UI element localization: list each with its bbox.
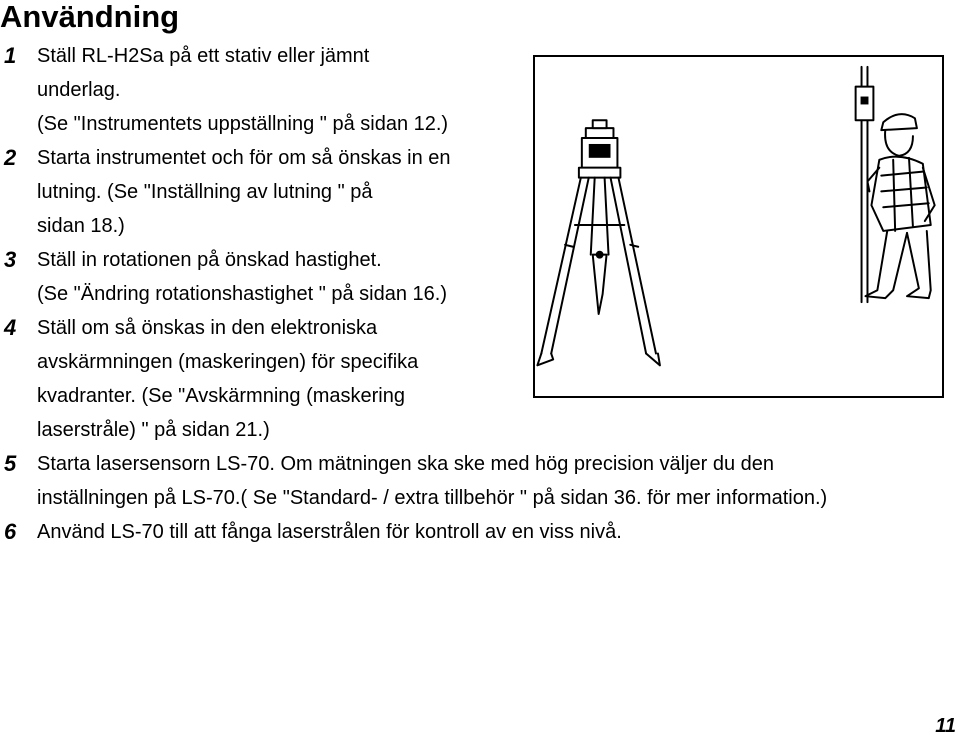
step-text: [37, 141, 451, 243]
step-line: Starta instrumentet och för om så önskas in en: [37, 147, 451, 169]
page-number: 11: [935, 715, 956, 737]
step-line: Starta lasersensorn LS-70. Om mätningen ska ske med hög precision väljer du den: [37, 453, 775, 475]
step-1: [0, 39, 448, 141]
step-line: laserstråle) " på sidan 21.): [37, 419, 270, 441]
step-line: avskärmningen (maskeringen) för specifika: [37, 351, 419, 373]
step-line: sidan 18.): [37, 215, 125, 237]
worker-icon: [866, 114, 935, 298]
step-text: [37, 243, 447, 311]
step-line: (Se "Ändring rotationshastighet " på sidan 16.): [37, 283, 447, 305]
step-text: [37, 311, 418, 447]
illustration-frame: [533, 55, 944, 398]
step-number: 3: [4, 247, 17, 272]
step-line: Ställ RL-H2Sa på ett stativ eller jämnt: [37, 45, 370, 67]
tripod-icon: [537, 178, 660, 366]
step-text: [37, 515, 622, 549]
step-line: kvadranter. (Se "Avskärmning (maskering: [37, 385, 405, 407]
step-line: lutning. (Se "Inställning av lutning " på: [37, 181, 373, 203]
step-number: 4: [4, 315, 17, 340]
step-line: Ställ om så önskas in den elektroniska: [37, 317, 378, 339]
step-text: [37, 39, 448, 141]
step-line: underlag.: [37, 79, 121, 101]
step-5: [0, 447, 827, 515]
step-line: (Se "Instrumentets uppställning " på sidan 12.): [37, 113, 449, 135]
step-4: [0, 311, 418, 447]
step-6: [0, 515, 622, 549]
step-number: 2: [4, 145, 17, 170]
step-number: 6: [4, 519, 17, 544]
step-line: Använd LS-70 till att fånga laserstrålen för kontroll av en viss nivå.: [37, 521, 622, 543]
step-number: 1: [4, 43, 17, 68]
measuring-staff-icon: [856, 67, 874, 302]
section-title: Användning: [0, 0, 180, 34]
tripod-and-worker-illustration: [535, 57, 942, 396]
step-3: [0, 243, 447, 311]
step-number: 5: [4, 451, 17, 476]
step-text: [37, 447, 827, 515]
laser-instrument-icon: [579, 120, 621, 177]
step-2: [0, 141, 451, 243]
step-line: Ställ in rotationen på önskad hastighet.: [37, 249, 382, 271]
step-line: inställningen på LS-70.( Se "Standard- / extra tillbehör " på sidan 36. för mer information.): [37, 487, 828, 509]
